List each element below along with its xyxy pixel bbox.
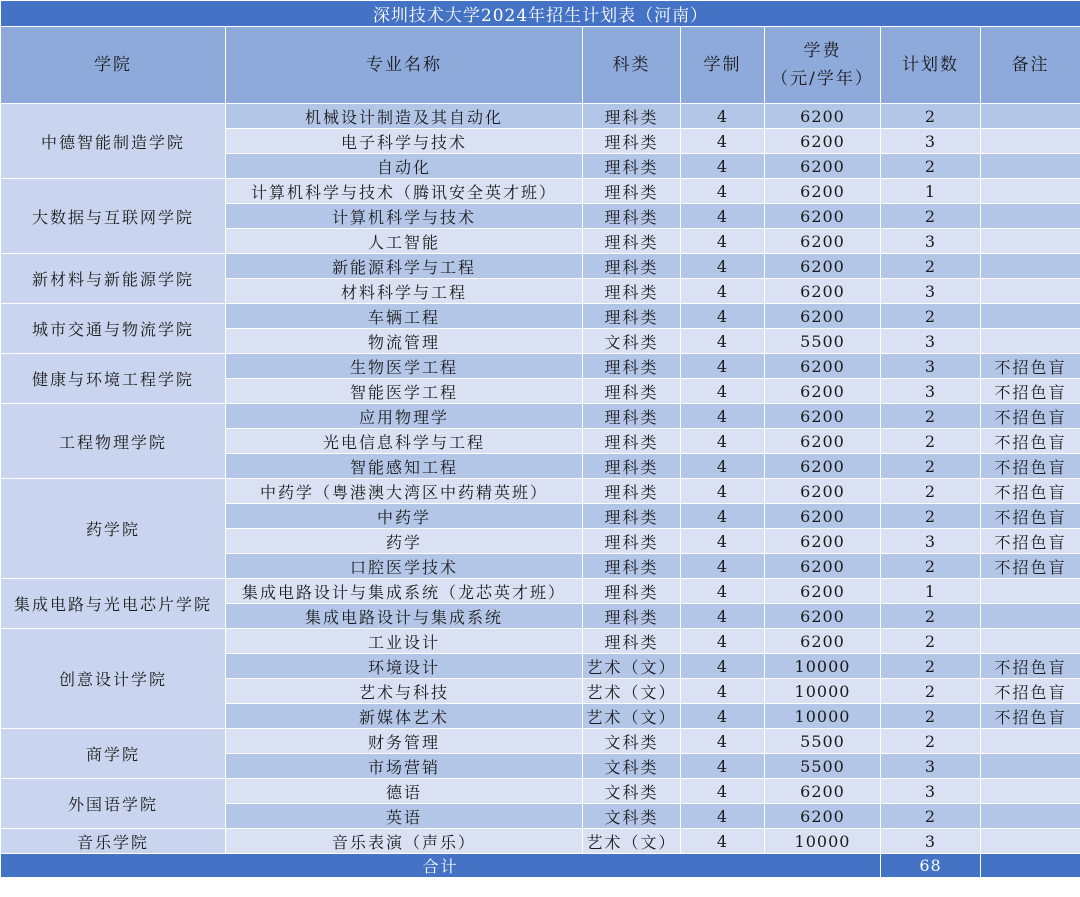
plan-cell: 2: [881, 404, 981, 429]
plan-cell: 3: [881, 354, 981, 379]
category-cell: 理科类: [583, 354, 681, 379]
major-cell: 工业设计: [226, 629, 583, 654]
major-cell: 计算机科学与技术: [226, 204, 583, 229]
category-cell: 理科类: [583, 504, 681, 529]
fee-cell: 5500: [765, 329, 881, 354]
college-cell: 大数据与互联网学院: [1, 179, 226, 254]
duration-cell: 4: [681, 629, 765, 654]
duration-cell: 4: [681, 429, 765, 454]
category-cell: 理科类: [583, 629, 681, 654]
plan-cell: 3: [881, 279, 981, 304]
plan-cell: 2: [881, 304, 981, 329]
major-cell: 机械设计制造及其自动化: [226, 104, 583, 129]
remark-cell: 不招色盲: [981, 454, 1080, 479]
major-cell: 中药学（粤港澳大湾区中药精英班）: [226, 479, 583, 504]
table-row: [1, 404, 1080, 429]
duration-cell: 4: [681, 729, 765, 754]
duration-cell: 4: [681, 129, 765, 154]
plan-cell: 2: [881, 454, 981, 479]
header-fee-line1: 学费: [803, 41, 842, 61]
duration-cell: 4: [681, 279, 765, 304]
fee-cell: 6200: [765, 179, 881, 204]
major-cell: 智能感知工程: [226, 454, 583, 479]
plan-cell: 2: [881, 604, 981, 629]
plan-cell: 3: [881, 529, 981, 554]
table-title: 深圳技术大学2024年招生计划表（河南）: [1, 1, 1080, 27]
college-cell: 外国语学院: [1, 779, 226, 829]
duration-cell: 4: [681, 704, 765, 729]
plan-cell: 2: [881, 479, 981, 504]
category-cell: 理科类: [583, 229, 681, 254]
remark-cell: [981, 204, 1080, 229]
fee-cell: 6200: [765, 304, 881, 329]
major-cell: 音乐表演（声乐）: [226, 829, 583, 854]
fee-cell: 6200: [765, 129, 881, 154]
category-cell: 文科类: [583, 729, 681, 754]
college-cell: 药学院: [1, 479, 226, 579]
remark-cell: [981, 254, 1080, 279]
remark-cell: [981, 779, 1080, 804]
plan-cell: 3: [881, 129, 981, 154]
duration-cell: 4: [681, 679, 765, 704]
duration-cell: 4: [681, 754, 765, 779]
remark-cell: [981, 179, 1080, 204]
major-cell: 车辆工程: [226, 304, 583, 329]
remark-cell: 不招色盲: [981, 479, 1080, 504]
fee-cell: 10000: [765, 679, 881, 704]
plan-cell: 2: [881, 729, 981, 754]
category-cell: 文科类: [583, 804, 681, 829]
fee-cell: 6200: [765, 104, 881, 129]
plan-cell: 2: [881, 554, 981, 579]
college-cell: 创意设计学院: [1, 629, 226, 729]
remark-cell: [981, 629, 1080, 654]
category-cell: 理科类: [583, 154, 681, 179]
college-cell: 健康与环境工程学院: [1, 354, 226, 404]
major-cell: 计算机科学与技术（腾讯安全英才班）: [226, 179, 583, 204]
fee-cell: 6200: [765, 554, 881, 579]
header-duration: 学制: [681, 27, 765, 104]
category-cell: 艺术（文）: [583, 679, 681, 704]
major-cell: 德语: [226, 779, 583, 804]
remark-cell: [981, 104, 1080, 129]
total-label: 合计: [1, 854, 881, 878]
fee-cell: 6200: [765, 629, 881, 654]
fee-cell: 6200: [765, 429, 881, 454]
remark-cell: 不招色盲: [981, 704, 1080, 729]
major-cell: 电子科学与技术: [226, 129, 583, 154]
remark-cell: [981, 329, 1080, 354]
header-plan: 计划数: [881, 27, 981, 104]
college-cell: 中德智能制造学院: [1, 104, 226, 179]
remark-cell: [981, 729, 1080, 754]
fee-cell: 6200: [765, 204, 881, 229]
duration-cell: 4: [681, 529, 765, 554]
category-cell: 理科类: [583, 579, 681, 604]
duration-cell: 4: [681, 179, 765, 204]
plan-cell: 2: [881, 504, 981, 529]
category-cell: 理科类: [583, 129, 681, 154]
fee-cell: 5500: [765, 729, 881, 754]
table-row: [1, 579, 1080, 604]
remark-cell: [981, 154, 1080, 179]
duration-cell: 4: [681, 254, 765, 279]
remark-cell: 不招色盲: [981, 504, 1080, 529]
category-cell: 理科类: [583, 179, 681, 204]
table-row: [1, 254, 1080, 279]
fee-cell: 5500: [765, 754, 881, 779]
major-cell: 生物医学工程: [226, 354, 583, 379]
category-cell: 艺术（文）: [583, 829, 681, 854]
duration-cell: 4: [681, 354, 765, 379]
category-cell: 理科类: [583, 479, 681, 504]
major-cell: 集成电路设计与集成系统: [226, 604, 583, 629]
plan-cell: 2: [881, 429, 981, 454]
major-cell: 物流管理: [226, 329, 583, 354]
major-cell: 药学: [226, 529, 583, 554]
remark-cell: [981, 804, 1080, 829]
duration-cell: 4: [681, 404, 765, 429]
category-cell: 理科类: [583, 404, 681, 429]
header-college: 学院: [1, 27, 226, 104]
duration-cell: 4: [681, 379, 765, 404]
remark-cell: 不招色盲: [981, 354, 1080, 379]
fee-cell: 6200: [765, 529, 881, 554]
major-cell: 应用物理学: [226, 404, 583, 429]
header-fee: [765, 27, 881, 104]
duration-cell: 4: [681, 829, 765, 854]
college-cell: 商学院: [1, 729, 226, 779]
remark-cell: 不招色盲: [981, 379, 1080, 404]
remark-cell: [981, 279, 1080, 304]
category-cell: 理科类: [583, 304, 681, 329]
fee-cell: 6200: [765, 779, 881, 804]
college-cell: 音乐学院: [1, 829, 226, 854]
category-cell: 理科类: [583, 554, 681, 579]
plan-cell: 3: [881, 829, 981, 854]
category-cell: 理科类: [583, 529, 681, 554]
remark-cell: 不招色盲: [981, 429, 1080, 454]
total-remark: [981, 854, 1080, 878]
fee-cell: 6200: [765, 354, 881, 379]
table-row: [1, 354, 1080, 379]
total-plan: 68: [881, 854, 981, 878]
remark-cell: [981, 829, 1080, 854]
fee-cell: 6200: [765, 479, 881, 504]
plan-cell: 2: [881, 104, 981, 129]
plan-cell: 2: [881, 204, 981, 229]
major-cell: 口腔医学技术: [226, 554, 583, 579]
remark-cell: 不招色盲: [981, 529, 1080, 554]
table-row: [1, 729, 1080, 754]
major-cell: 环境设计: [226, 654, 583, 679]
plan-cell: 3: [881, 779, 981, 804]
remark-cell: [981, 129, 1080, 154]
remark-cell: [981, 229, 1080, 254]
plan-cell: 1: [881, 179, 981, 204]
college-cell: 城市交通与物流学院: [1, 304, 226, 354]
duration-cell: 4: [681, 229, 765, 254]
duration-cell: 4: [681, 654, 765, 679]
remark-cell: 不招色盲: [981, 654, 1080, 679]
plan-cell: 2: [881, 804, 981, 829]
major-cell: 中药学: [226, 504, 583, 529]
major-cell: 新能源科学与工程: [226, 254, 583, 279]
table-row: [1, 304, 1080, 329]
remark-cell: [981, 304, 1080, 329]
major-cell: 市场营销: [226, 754, 583, 779]
category-cell: 理科类: [583, 429, 681, 454]
college-cell: 工程物理学院: [1, 404, 226, 479]
plan-cell: 3: [881, 329, 981, 354]
college-cell: 集成电路与光电芯片学院: [1, 579, 226, 629]
plan-cell: 2: [881, 654, 981, 679]
major-cell: 人工智能: [226, 229, 583, 254]
category-cell: 文科类: [583, 329, 681, 354]
fee-cell: 6200: [765, 279, 881, 304]
category-cell: 理科类: [583, 104, 681, 129]
fee-cell: 6200: [765, 154, 881, 179]
remark-cell: 不招色盲: [981, 554, 1080, 579]
category-cell: 文科类: [583, 779, 681, 804]
header-fee-line2: （元/学年）: [771, 69, 874, 89]
duration-cell: 4: [681, 204, 765, 229]
duration-cell: 4: [681, 604, 765, 629]
category-cell: 文科类: [583, 754, 681, 779]
table-row: [1, 779, 1080, 804]
duration-cell: 4: [681, 479, 765, 504]
remark-cell: [981, 579, 1080, 604]
major-cell: 材料科学与工程: [226, 279, 583, 304]
duration-cell: 4: [681, 554, 765, 579]
plan-cell: 2: [881, 679, 981, 704]
fee-cell: 6200: [765, 379, 881, 404]
fee-cell: 10000: [765, 654, 881, 679]
plan-cell: 2: [881, 154, 981, 179]
fee-cell: 6200: [765, 404, 881, 429]
major-cell: 智能医学工程: [226, 379, 583, 404]
title-row: [1, 1, 1080, 27]
major-cell: 新媒体艺术: [226, 704, 583, 729]
major-cell: 英语: [226, 804, 583, 829]
major-cell: 光电信息科学与工程: [226, 429, 583, 454]
duration-cell: 4: [681, 804, 765, 829]
duration-cell: 4: [681, 779, 765, 804]
category-cell: 艺术（文）: [583, 654, 681, 679]
table-row: [1, 479, 1080, 504]
major-cell: 艺术与科技: [226, 679, 583, 704]
total-row: [1, 854, 1080, 878]
category-cell: 艺术（文）: [583, 704, 681, 729]
plan-cell: 3: [881, 379, 981, 404]
table-row: [1, 104, 1080, 129]
fee-cell: 6200: [765, 604, 881, 629]
category-cell: 理科类: [583, 454, 681, 479]
category-cell: 理科类: [583, 279, 681, 304]
plan-cell: 2: [881, 704, 981, 729]
fee-cell: 6200: [765, 579, 881, 604]
table-row: [1, 179, 1080, 204]
fee-cell: 6200: [765, 804, 881, 829]
major-cell: 财务管理: [226, 729, 583, 754]
plan-cell: 3: [881, 754, 981, 779]
remark-cell: 不招色盲: [981, 404, 1080, 429]
fee-cell: 6200: [765, 504, 881, 529]
header-row: [1, 27, 1080, 104]
table-row: [1, 629, 1080, 654]
fee-cell: 10000: [765, 829, 881, 854]
header-major: 专业名称: [226, 27, 583, 104]
duration-cell: 4: [681, 329, 765, 354]
duration-cell: 4: [681, 454, 765, 479]
fee-cell: 6200: [765, 229, 881, 254]
remark-cell: [981, 754, 1080, 779]
plan-cell: 1: [881, 579, 981, 604]
college-cell: 新材料与新能源学院: [1, 254, 226, 304]
plan-cell: 2: [881, 629, 981, 654]
plan-cell: 3: [881, 229, 981, 254]
category-cell: 理科类: [583, 254, 681, 279]
category-cell: 理科类: [583, 604, 681, 629]
fee-cell: 6200: [765, 254, 881, 279]
remark-cell: [981, 604, 1080, 629]
duration-cell: 4: [681, 104, 765, 129]
category-cell: 理科类: [583, 204, 681, 229]
duration-cell: 4: [681, 304, 765, 329]
table-row: [1, 829, 1080, 854]
duration-cell: 4: [681, 154, 765, 179]
category-cell: 理科类: [583, 379, 681, 404]
remark-cell: 不招色盲: [981, 679, 1080, 704]
plan-cell: 2: [881, 254, 981, 279]
major-cell: 集成电路设计与集成系统（龙芯英才班）: [226, 579, 583, 604]
fee-cell: 6200: [765, 454, 881, 479]
header-remark: 备注: [981, 27, 1080, 104]
header-category: 科类: [583, 27, 681, 104]
duration-cell: 4: [681, 504, 765, 529]
fee-cell: 10000: [765, 704, 881, 729]
major-cell: 自动化: [226, 154, 583, 179]
duration-cell: 4: [681, 579, 765, 604]
